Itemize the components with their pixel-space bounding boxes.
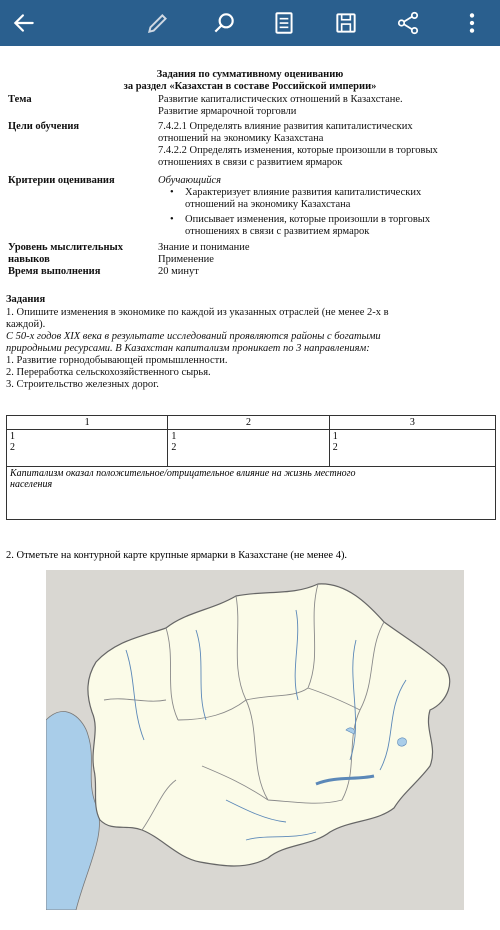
level-value-2: Применение	[158, 254, 214, 265]
direction-2: 2. Переработка сельскохозяйственного сырья.	[6, 367, 211, 378]
capitalism-line-1: Капитализм оказал положительное/отрицательное влияние на жизнь местного	[10, 468, 356, 479]
criteria-2a: Описывает изменения, которые произошли в торговых	[185, 214, 431, 225]
cell-num-1: 1	[332, 431, 338, 442]
cell-num-1: 1	[171, 431, 177, 442]
level-label-1: Уровень мыслительных	[8, 242, 123, 253]
task-1-line1: 1. Опишите изменения в экономике по каждой из указанных отраслей (не менее 2-х в	[6, 307, 389, 318]
tema-value-2: Развитие ярмарочной торговли	[158, 106, 297, 117]
criteria-2b: отношениях в связи с развитием ярмарок	[185, 226, 370, 237]
criteria-label: Критерии оценивания	[8, 175, 115, 186]
back-arrow-icon[interactable]	[8, 7, 40, 39]
criteria-1b: отношений на экономику Казахстана	[185, 199, 351, 210]
more-vertical-icon[interactable]	[456, 7, 488, 39]
table-row	[7, 430, 496, 467]
italic-line-2: природными ресурсами. В Казахстан капитализм проникает по 3 направлениям:	[6, 343, 370, 354]
save-icon[interactable]	[330, 7, 362, 39]
tema-value-1: Развитие капиталистических отношений в Казахстане.	[158, 94, 403, 105]
cell-num-2: 2	[171, 442, 177, 453]
table-cell[interactable]	[7, 430, 168, 467]
time-label: Время выполнения	[8, 266, 101, 277]
contour-map[interactable]	[46, 570, 464, 910]
direction-1: 1. Развитие горнодобывающей промышленности.	[6, 355, 228, 366]
table-header-3: 3	[329, 416, 495, 430]
italic-line-1: С 50-х годов XIX века в результате исследований проявляются районы с богатыми	[6, 331, 381, 342]
table-cell[interactable]	[329, 430, 495, 467]
document-icon[interactable]	[268, 7, 300, 39]
tasks-heading: Задания	[6, 294, 46, 305]
pencil-icon[interactable]	[142, 7, 174, 39]
cell-num-2: 2	[10, 442, 15, 453]
task-1-line2: каждой).	[6, 319, 46, 330]
table-cell[interactable]	[168, 430, 329, 467]
answers-table	[6, 415, 496, 520]
doc-title-line1: Задания по суммативному оцениванию	[156, 69, 344, 80]
time-value: 20 минут	[158, 266, 199, 277]
capitalism-line-2: населения	[10, 479, 53, 490]
cell-num-2: 2	[332, 442, 338, 453]
goal-2a: 7.4.2.2 Определять изменения, которые произошли в торговых	[158, 145, 438, 156]
goals-label: Цели обучения	[8, 121, 80, 132]
cell-num-1: 1	[10, 431, 15, 442]
goal-1b: отношений на экономику Казахстана	[158, 133, 324, 144]
criteria-bullet-1: •	[170, 187, 174, 198]
table-header-2: 2	[168, 416, 329, 430]
criteria-bullet-2: •	[170, 214, 174, 225]
capitalism-cell[interactable]	[7, 467, 496, 520]
table-row	[7, 467, 496, 520]
level-value-1: Знание и понимание	[158, 242, 250, 253]
search-icon[interactable]	[208, 7, 240, 39]
tema-label: Тема	[8, 94, 32, 105]
app-toolbar	[0, 0, 500, 46]
goal-1a: 7.4.2.1 Определять влияние развития капиталистических	[158, 121, 413, 132]
criteria-1a: Характеризует влияние развития капиталистических	[185, 187, 422, 198]
share-icon[interactable]	[392, 7, 424, 39]
table-header-1: 1	[7, 416, 168, 430]
kazakhstan-map-svg	[46, 570, 464, 910]
doc-title-line2: за раздел «Казахстан в составе Российской империи»	[123, 81, 377, 92]
direction-3: 3. Строительство железных дорог.	[6, 379, 159, 390]
goal-2b: отношениях в связи с развитием ярмарок	[158, 157, 343, 168]
task-2-text: 2. Отметьте на контурной карте крупные ярмарки в Казахстане (не менее 4).	[6, 550, 348, 561]
criteria-sub: Обучающийся	[158, 175, 222, 186]
table-header-row	[7, 416, 496, 430]
level-label-2: навыков	[8, 254, 50, 265]
